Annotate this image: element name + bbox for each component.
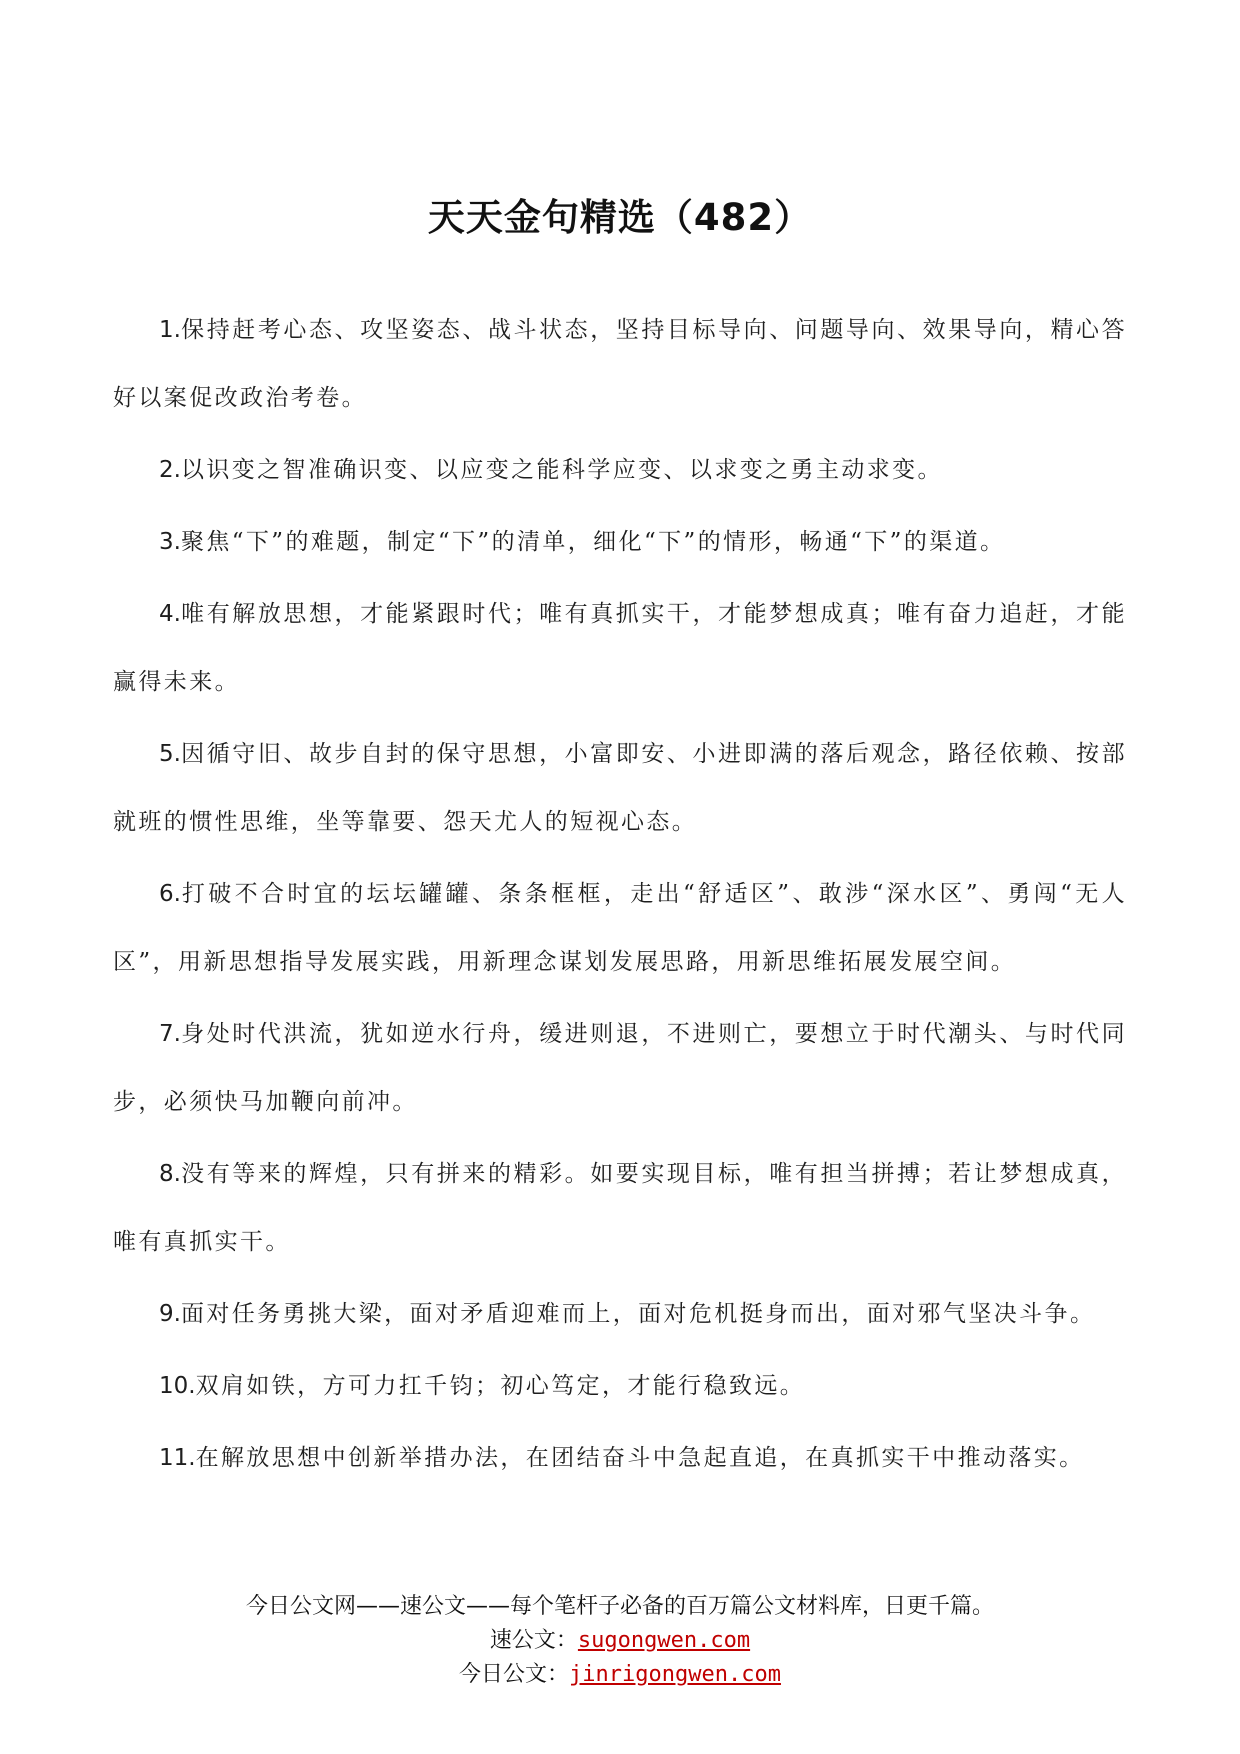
item-text: 因循守旧、故步自封的保守思想，小富即安、小进即满的落后观念，路径依赖、按部就班的惯性思维，坐等靠要、怨天尤人的短视心态。 (113, 741, 1127, 835)
item-number: 1. (159, 317, 181, 343)
sugongwen-link[interactable]: sugongwen.com (577, 1628, 751, 1653)
item-number: 2. (159, 457, 181, 483)
item-number: 7. (159, 1021, 181, 1047)
list-item (113, 1280, 1127, 1348)
list-item (113, 436, 1127, 504)
item-text: 在解放思想中创新举措办法，在团结奋斗中急起直追，在真抓实干中推动落实。 (195, 1445, 1085, 1471)
item-text: 面对任务勇挑大梁，面对矛盾迎难而上，面对危机挺身而出，面对邪气坚决斗争。 (180, 1301, 1096, 1327)
item-text: 聚焦“下”的难题，制定“下”的清单，细化“下”的情形，畅通“下”的渠道。 (180, 529, 1006, 555)
item-text: 身处时代洪流，犹如逆水行舟，缓进则退，不进则亡，要想立于时代潮头、与时代同步，必须快马加鞭向前冲。 (113, 1021, 1127, 1115)
footer-tagline: 今日公文网——速公文——每个笔杆子必备的百万篇公文材料库，日更千篇。 (245, 1594, 994, 1619)
item-number: 9. (159, 1301, 181, 1327)
list-item (113, 1424, 1127, 1492)
list-item (113, 1140, 1127, 1276)
item-number: 10. (159, 1373, 196, 1399)
item-text: 保持赶考心态、攻坚姿态、战斗状态，坚持目标导向、问题导向、效果导向，精心答好以案促改政治考卷。 (113, 317, 1127, 411)
item-text: 打破不合时宜的坛坛罐罐、条条框框，走出“舒适区”、敢涉“深水区”、勇闯“无人区”，用新思想指导发展实践，用新理念谋划发展思路，用新思维拓展发展空间。 (113, 881, 1127, 975)
item-number: 6. (159, 881, 181, 907)
jinrigongwen-link[interactable]: jinrigongwen.com (569, 1662, 781, 1687)
list-item (113, 720, 1127, 856)
footer (0, 1590, 1240, 1692)
page-title: 天天金句精选（482） (427, 196, 813, 239)
sugongwen-label: 速公文： (489, 1628, 578, 1653)
item-number: 11. (159, 1445, 196, 1471)
list-item (113, 1352, 1127, 1420)
footer-sugongwen (0, 1624, 1240, 1658)
item-number: 3. (159, 529, 181, 555)
item-text: 唯有解放思想，才能紧跟时代；唯有真抓实干，才能梦想成真；唯有奋力追赶，才能赢得未来。 (113, 601, 1127, 695)
jinri-label: 今日公文： (459, 1662, 570, 1687)
list-item (113, 508, 1127, 576)
item-text: 以识变之智准确识变、以应变之能科学应变、以求变之勇主动求变。 (180, 457, 943, 483)
list-item (113, 580, 1127, 716)
list-item (113, 296, 1127, 432)
list-item (113, 1000, 1127, 1136)
item-text: 双肩如铁，方可力扛千钧；初心笃定，才能行稳致远。 (195, 1373, 806, 1399)
item-number: 4. (159, 601, 181, 627)
footer-jinrigongwen (0, 1658, 1240, 1692)
item-text: 没有等来的辉煌，只有拼来的精彩。如要实现目标，唯有担当拼搏；若让梦想成真，唯有真抓实干。 (113, 1161, 1127, 1255)
list-item (113, 860, 1127, 996)
item-number: 8. (159, 1161, 181, 1187)
quote-list (113, 296, 1127, 1496)
item-number: 5. (159, 741, 181, 767)
